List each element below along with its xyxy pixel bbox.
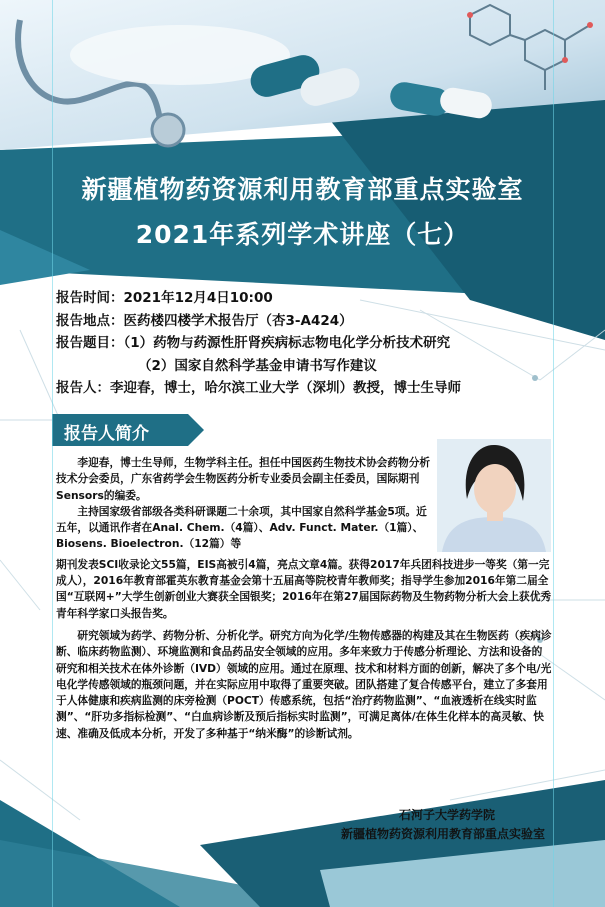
lecture-topic-1: 报告题目：（1）药物与药源性肝肾疾病标志物电化学分析技术研究 (56, 335, 451, 351)
signature-lab: 新疆植物药资源利用教育部重点实验室 (340, 827, 545, 841)
poster-title: 新疆植物药资源利用教育部重点实验室 (81, 175, 524, 204)
bio-paragraph-2a: 主持国家级省部级各类科研课题二十余项，其中国家自然科学基金5项。近五年，以通讯作者在Anal. Chem.（4篇）、Adv. Funct. Mater.（1篇）、Biosens. Bioelectron.（12篇）等 (56, 504, 427, 551)
lecture-place: 报告地点：医药楼四楼学术报告厅（杏3-A424） (56, 312, 353, 329)
guide-line-left (52, 0, 53, 907)
lecture-topic-2: （2）国家自然科学基金申请书写作建议 (138, 357, 377, 374)
lecture-info (56, 287, 556, 400)
bio-paragraph-2b: 期刊发表SCI收录论文55篇，EIS高被引4篇，亮点文章4篇。获得2017年兵团科技进步一等奖（第一完成人），2016年教育部霍英东教育基金会第十五届高等院校青年教师奖；指导学生参加2016年第二届全国“互联网+”大学生创新创业大赛获全国银奖；2016年在第27届国际药物及生物药物分析大会上获优秀青年科学家口头报告奖。 (56, 557, 552, 620)
bio-paragraph-1: 李迎春，博士生导师，生物学科主任。担任中国医药生物技术协会药物分析技术分会委员，广东省药学会生物医药分析专业委员会副主任委员，国际期刊Sensors的编委。 (56, 456, 431, 502)
lecture-time: 报告时间：2021年12月4日10:00 (56, 290, 273, 306)
signature-school: 石河子大学药学院 (398, 808, 495, 822)
lecture-speaker: 报告人：李迎春，博士，哈尔滨工业大学（深圳）教授，博士生导师 (56, 380, 461, 396)
bio-paragraph-3: 研究领域为药学、药物分析、分析化学。研究方向为化学/生物传感器的构建及其在生物医药（疾病诊断、临床药物监测）、环境监测和食品药品安全领域的应用。多年来致力于传感分析理论、方法和设备的研究和相关技术在体外诊断（IVD）领域的应用。通过在原理、技术和材料方面的创新，解决了多个电/光电化学传感领域的瓶颈问题，并在实际应用中取得了重要突破。团队搭建了复合传感平台，建立了多套用于人体健康和疾病监测的床旁检测（POCT）传感系统，包括“治疗药物监测”、“血液透析在线实时监测”、“肝功多指标检测”、“白血病诊断及预后指标实时监测”，可满足离体/在体生化样本的高灵敏、快速、准确及低成本分析，开发了多种基于“纳米酶”的诊断试剂。 (56, 628, 552, 740)
poster-subtitle: 2021年系列学术讲座（七） (135, 220, 470, 249)
guide-line-right (553, 0, 554, 907)
hero-medical-image (0, 0, 605, 165)
section-header-label: 报告人简介 (64, 424, 149, 444)
speaker-bio (56, 455, 552, 742)
